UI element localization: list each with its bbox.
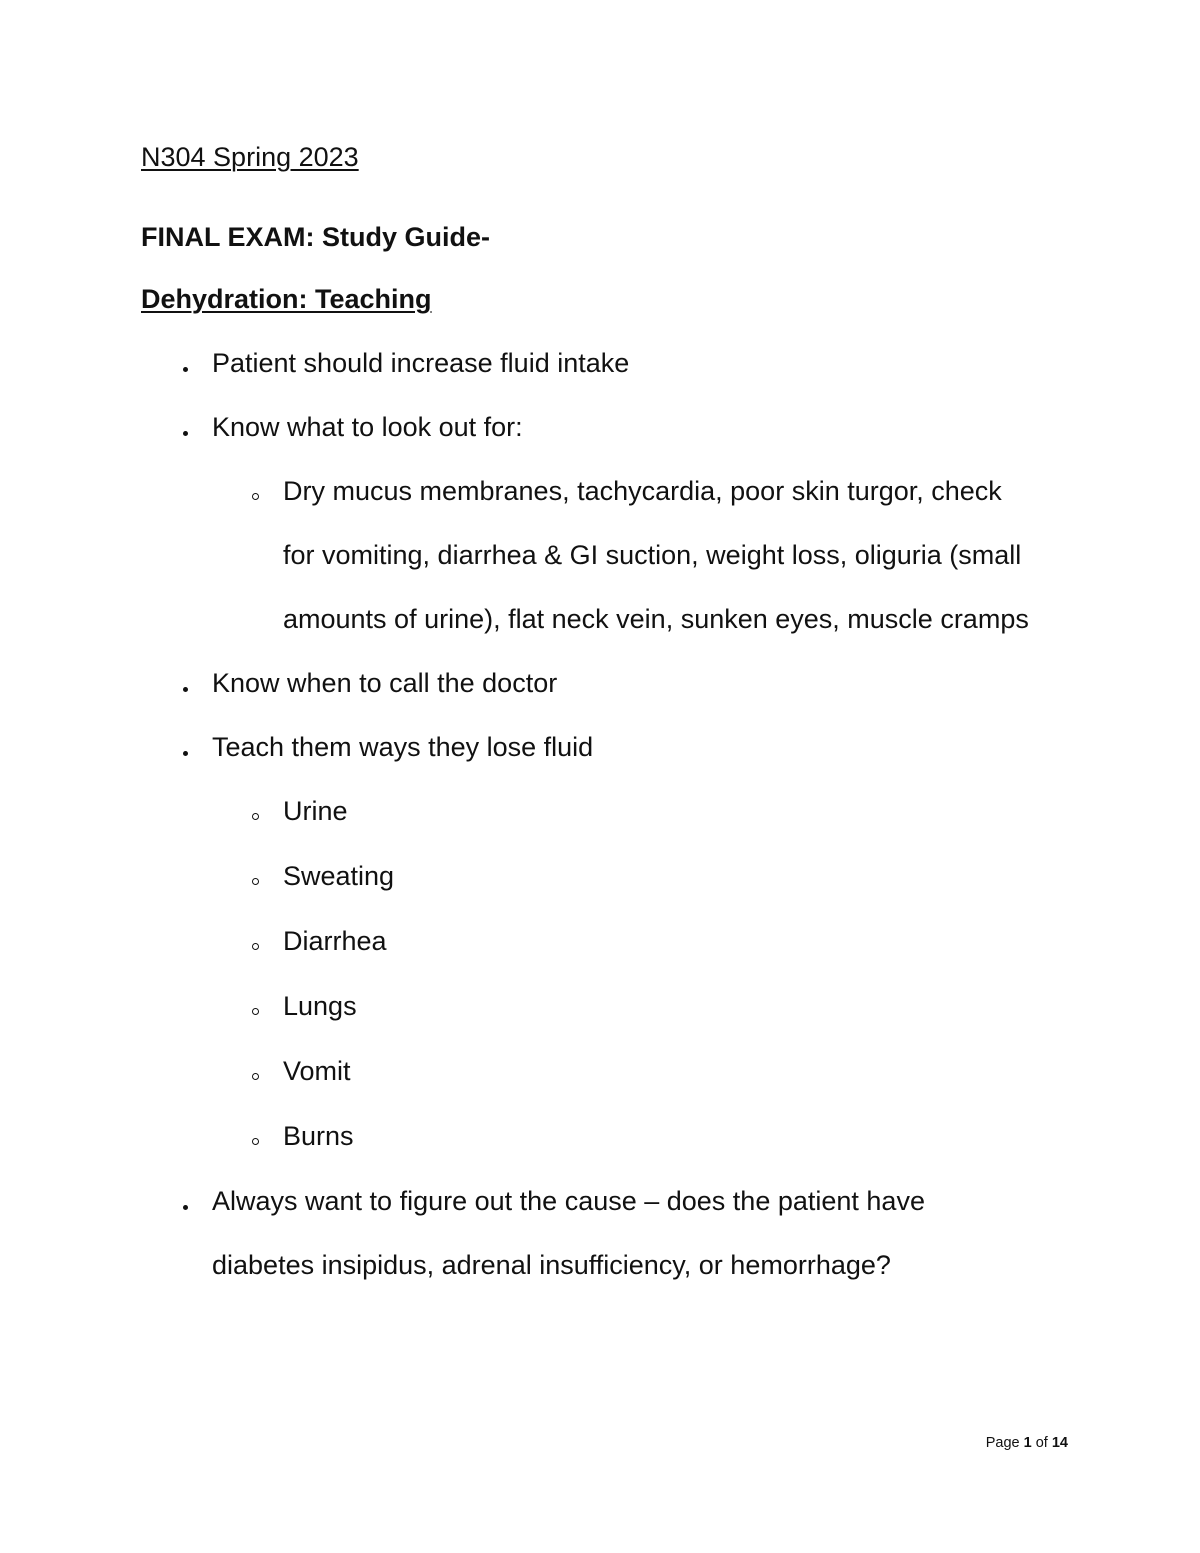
bullet-list — [141, 331, 1029, 1297]
course-title: N304 Spring 2023 — [141, 142, 359, 172]
circle-bullet-icon — [252, 1008, 259, 1015]
sub-list-item-text: for vomiting, diarrhea & GI suction, weight loss, oliguria (small — [283, 540, 1022, 570]
sub-list-item-text: Vomit — [283, 1056, 351, 1086]
sub-list — [212, 779, 1029, 1169]
page-label: Page — [985, 1435, 1020, 1451]
sub-list-item-text: Lungs — [283, 991, 357, 1021]
circle-bullet-icon — [252, 943, 259, 950]
bullet-icon — [183, 751, 188, 756]
circle-bullet-icon — [252, 493, 259, 500]
list-item — [141, 651, 1029, 715]
sub-list-item — [212, 459, 1029, 651]
list-item-text: Know what to look out for: — [212, 412, 523, 442]
sub-list-item-text: Dry mucus membranes, tachycardia, poor skin turgor, check — [283, 476, 1002, 506]
document-content — [141, 125, 1029, 1297]
current-page-number: 1 — [1023, 1435, 1032, 1451]
circle-bullet-icon — [252, 1138, 259, 1145]
sub-list-item-text: Diarrhea — [283, 926, 387, 956]
exam-title: FINAL EXAM: Study Guide- — [141, 222, 490, 252]
sub-list — [212, 459, 1029, 651]
circle-bullet-icon — [252, 1073, 259, 1080]
sub-list-item — [212, 1104, 1029, 1169]
sub-list-item-text: amounts of urine), flat neck vein, sunken eyes, muscle cramps — [283, 604, 1029, 634]
sub-list-item-text: Burns — [283, 1121, 354, 1151]
list-item — [141, 1169, 1029, 1297]
list-item — [141, 395, 1029, 651]
list-item-text: Patient should increase fluid intake — [212, 348, 630, 378]
circle-bullet-icon — [252, 878, 259, 885]
list-item — [141, 715, 1029, 1169]
sub-list-item — [212, 909, 1029, 974]
list-item — [141, 331, 1029, 395]
list-item-text: Teach them ways they lose fluid — [212, 732, 594, 762]
list-item-text: diabetes insipidus, adrenal insufficiency, or hemorrhage? — [212, 1250, 891, 1280]
list-item-text: Know when to call the doctor — [212, 668, 558, 698]
sub-list-item-text: Sweating — [283, 861, 395, 891]
list-item-text: Always want to figure out the cause – does the patient have — [212, 1186, 925, 1216]
sub-list-item — [212, 844, 1029, 909]
bullet-icon — [183, 1205, 188, 1210]
section-heading: Dehydration: Teaching — [141, 284, 432, 314]
total-pages-number: 14 — [1051, 1435, 1068, 1451]
circle-bullet-icon — [252, 813, 259, 820]
page-footer — [986, 1433, 1068, 1453]
bullet-icon — [183, 687, 188, 692]
sub-list-item — [212, 779, 1029, 844]
of-label: of — [1035, 1435, 1048, 1451]
bullet-icon — [183, 367, 188, 372]
bullet-icon — [183, 431, 188, 436]
sub-list-item — [212, 974, 1029, 1039]
sub-list-item-text: Urine — [283, 796, 348, 826]
sub-list-item — [212, 1039, 1029, 1104]
